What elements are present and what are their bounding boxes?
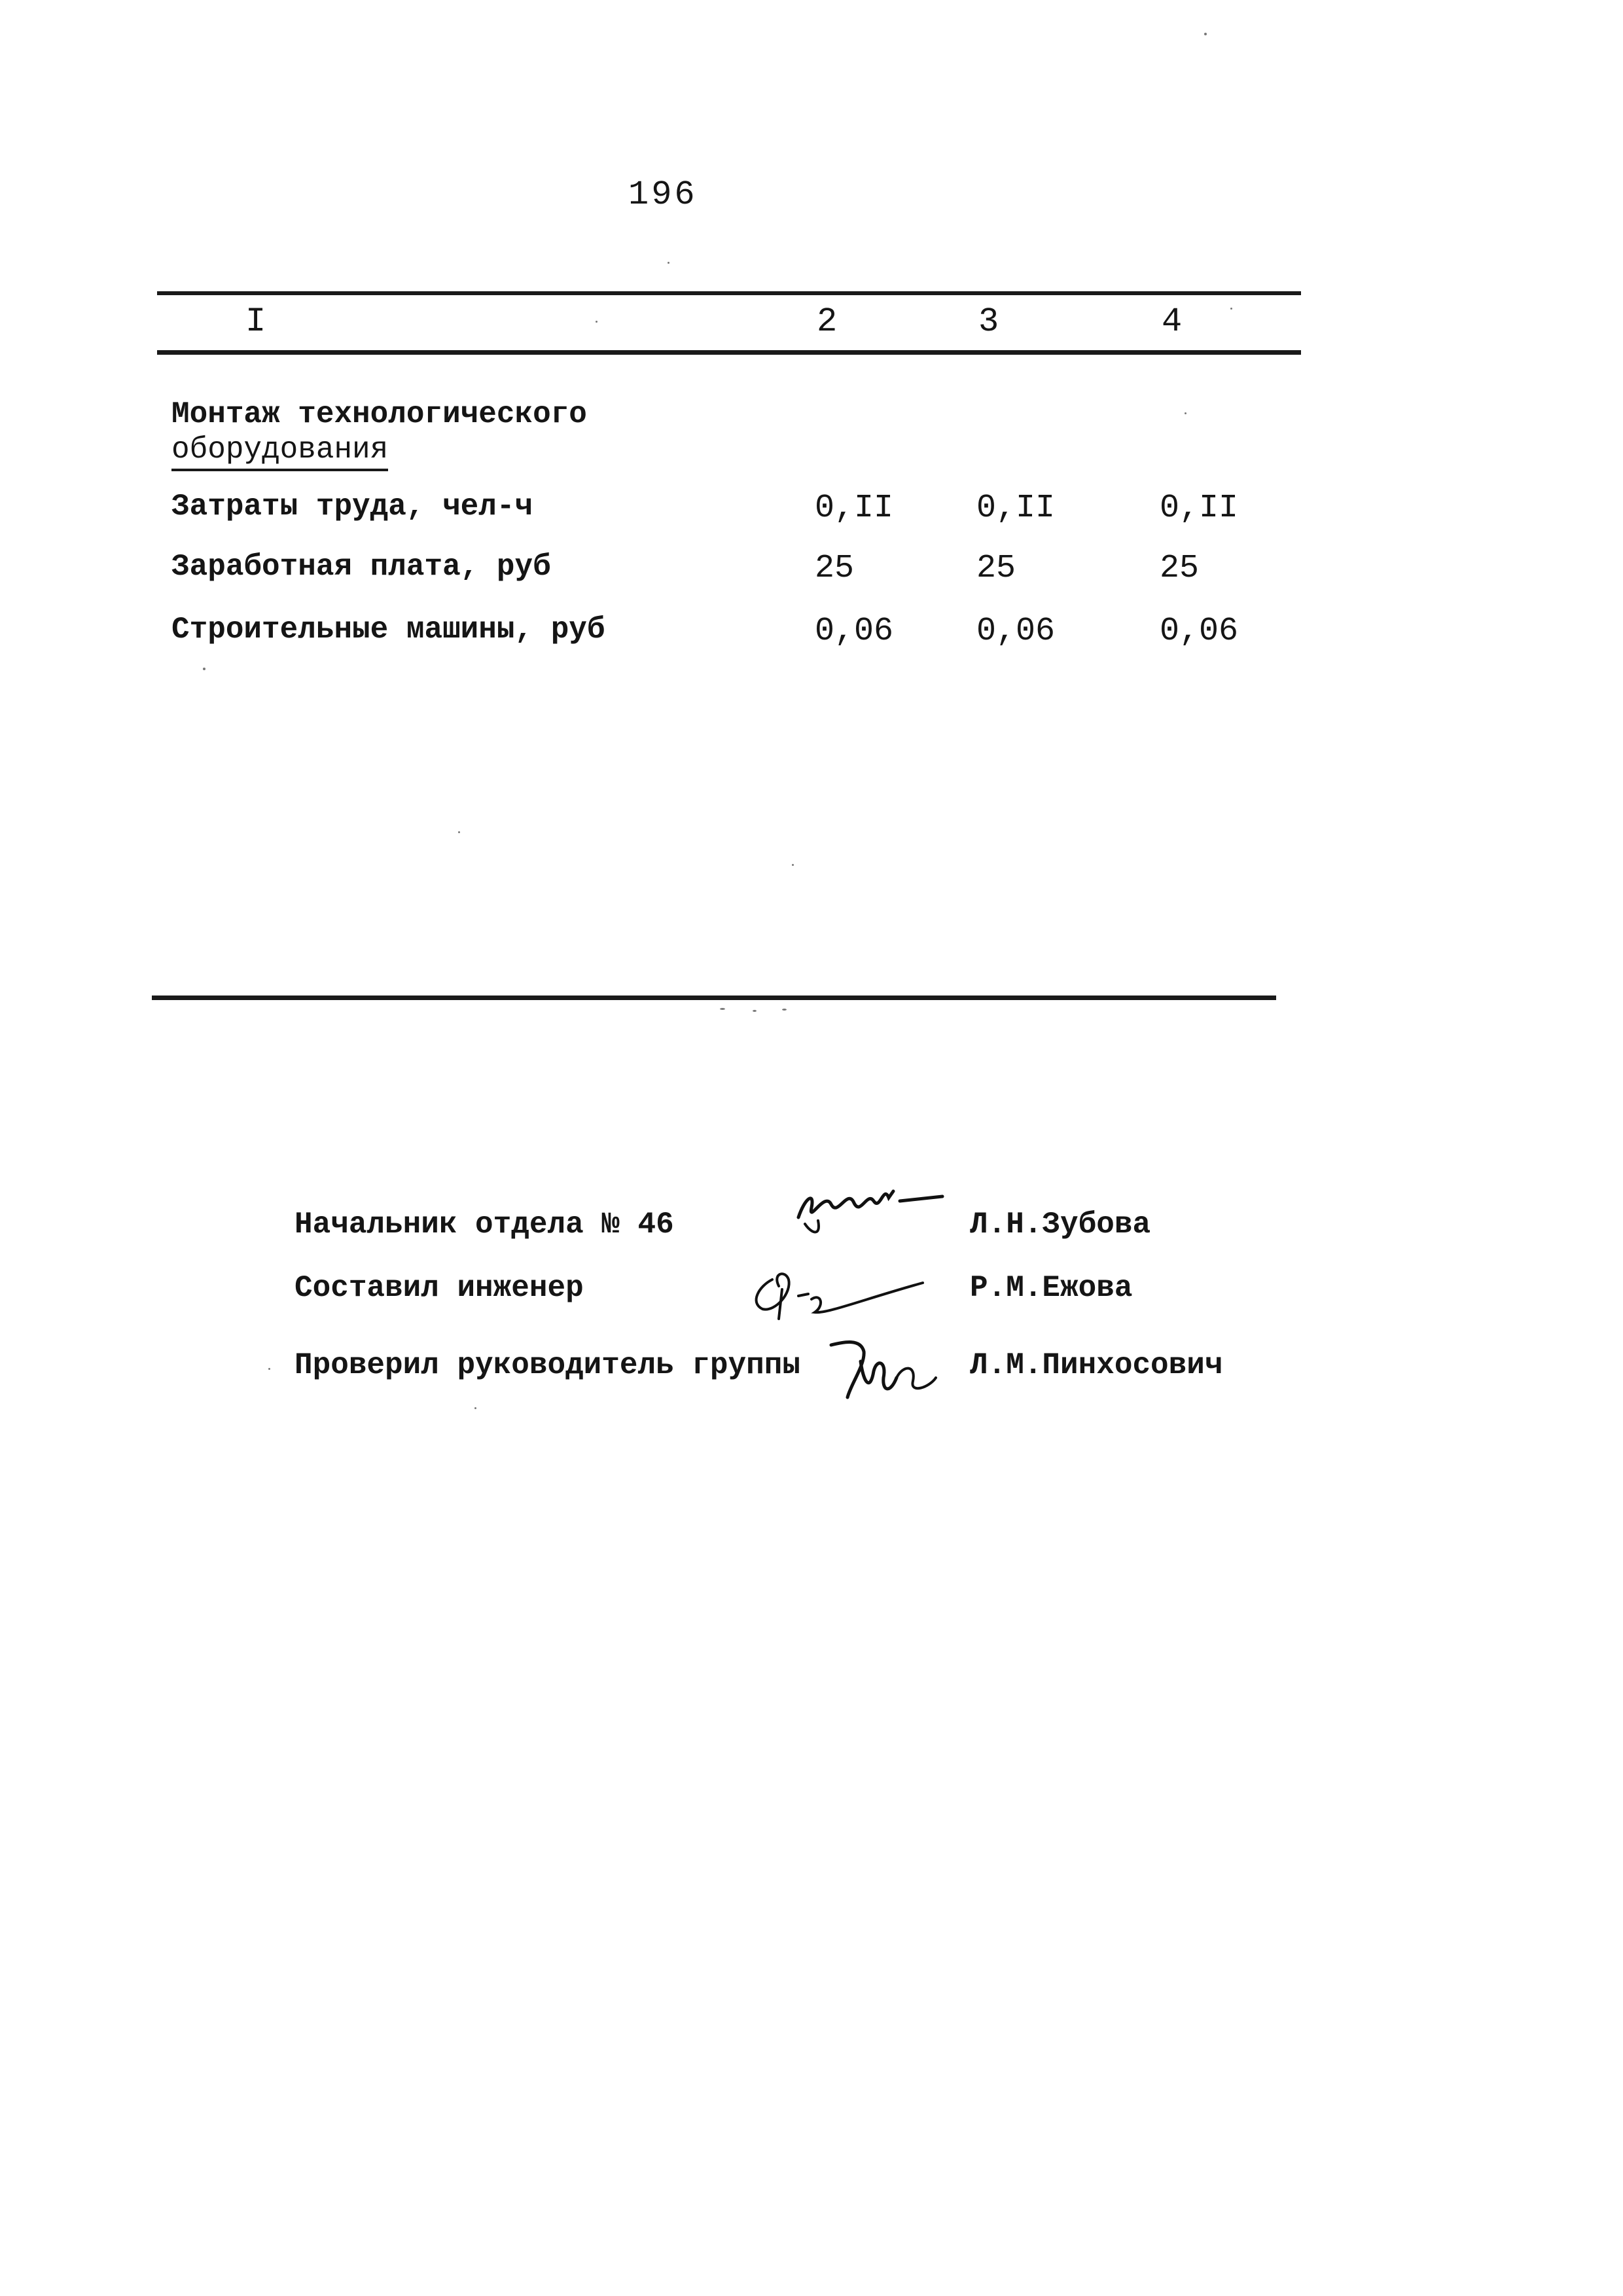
- scan-speck: [203, 668, 205, 670]
- table-cell: 25: [815, 550, 855, 587]
- signature-name: Л.М.Пинхосович: [970, 1348, 1223, 1382]
- table-cell: 25: [976, 550, 1016, 587]
- table-top-rule: [157, 291, 1301, 295]
- scan-speck: [1185, 412, 1186, 414]
- scan-speck: [1204, 33, 1207, 35]
- scan-speck: [458, 831, 460, 833]
- column-header-3: 3: [978, 302, 999, 341]
- table-row-label: Затраты труда, чел-ч: [171, 490, 533, 524]
- signature-role: Составил инженер: [294, 1271, 584, 1305]
- signature-role: Начальник отдела № 46: [294, 1208, 674, 1242]
- signature-role: Проверил руководитель группы: [294, 1348, 800, 1382]
- scan-speck: [753, 1010, 757, 1012]
- table-cell: 25: [1160, 550, 1200, 587]
- section-title-line2: оборудования: [171, 432, 388, 471]
- signature-name: Л.Н.Зубова: [970, 1208, 1151, 1242]
- scan-speck: [268, 1368, 270, 1370]
- section-title: [171, 397, 643, 471]
- handwritten-signature-1: [785, 1172, 955, 1244]
- table-bottom-rule: [152, 996, 1276, 1000]
- table-cell: 0,06: [1160, 613, 1239, 650]
- handwritten-signature-3: [825, 1332, 942, 1404]
- scan-speck: [474, 1407, 476, 1409]
- table-row-label: Заработная плата, руб: [171, 550, 551, 584]
- table-cell: 0,06: [976, 613, 1056, 650]
- table-row-label: Строительные машины, руб: [171, 613, 605, 647]
- table-cell: 0,II: [976, 490, 1056, 527]
- scan-speck: [792, 864, 794, 866]
- column-header-2: 2: [817, 302, 838, 341]
- scan-speck: [668, 262, 669, 264]
- scan-speck: [1230, 308, 1232, 310]
- signature-name: Р.М.Ежова: [970, 1271, 1133, 1305]
- scan-speck: [596, 321, 597, 323]
- page-number: 196: [628, 175, 698, 214]
- column-header-1: I: [245, 302, 266, 341]
- table-cell: 0,II: [815, 490, 894, 527]
- table-header-rule: [157, 350, 1301, 355]
- table-cell: 0,II: [1160, 490, 1239, 527]
- scan-speck: [720, 1008, 725, 1010]
- handwritten-signature-2: [733, 1253, 942, 1325]
- table-cell: 0,06: [815, 613, 894, 650]
- scan-speck: [782, 1009, 787, 1011]
- column-header-4: 4: [1162, 302, 1183, 341]
- section-title-line1: Монтаж технологического: [171, 397, 587, 431]
